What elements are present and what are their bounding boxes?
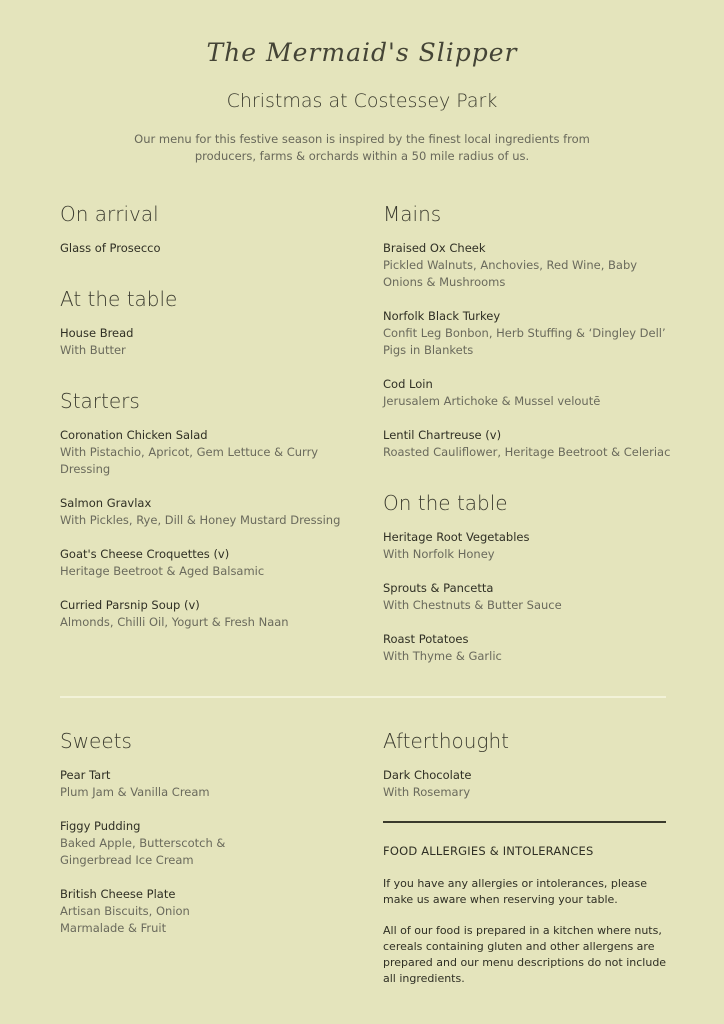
item-description: Heritage Beetroot & Aged Balsamic — [60, 564, 265, 578]
item-name: Sprouts & Pancetta — [383, 581, 494, 595]
item-description: Artisan Biscuits, Onion Marmalade & Fruit — [60, 904, 190, 935]
menu-item — [383, 427, 673, 461]
item-name: Curried Parsnip Soup (v) — [60, 598, 200, 612]
item-description: Jerusalem Artichoke & Mussel veloutē — [383, 394, 601, 408]
item-name: Salmon Gravlax — [60, 496, 152, 510]
section-heading: Starters — [60, 389, 140, 413]
menu-item — [383, 529, 673, 563]
item-description: Roasted Cauliflower, Heritage Beetroot & Celeriac — [383, 445, 671, 459]
section-heading: Afterthought — [383, 729, 509, 753]
item-name: Norfolk Black Turkey — [383, 309, 501, 323]
section-heading: On the table — [383, 491, 508, 515]
allergen-disclaimer: All of our food is prepared in a kitchen where nuts, cereals containing gluten and other allergens are prepared and our menu descriptions do not include all ingredients. — [383, 924, 667, 985]
allergy-rule — [383, 821, 666, 823]
item-description: With Pistachio, Apricot, Gem Lettuce & Curry Dressing — [60, 445, 319, 476]
section-sweets — [60, 729, 230, 937]
item-name: Cod Loin — [383, 377, 433, 391]
menu-item — [383, 308, 673, 359]
menu-item — [60, 886, 230, 937]
item-name: Coronation Chicken Salad — [60, 428, 208, 442]
item-name: Figgy Pudding — [60, 819, 141, 833]
item-description: Baked Apple, Butterscotch & Gingerbread Ice Cream — [60, 836, 226, 867]
item-name: British Cheese Plate — [60, 887, 176, 901]
item-name: Pear Tart — [60, 768, 111, 782]
section-afterthought — [383, 729, 673, 801]
item-name: Glass of Prosecco — [60, 241, 161, 255]
menu-item — [60, 325, 360, 359]
item-name: Heritage Root Vegetables — [383, 530, 530, 544]
item-description: Pickled Walnuts, Anchovies, Red Wine, Baby Onions & Mushrooms — [383, 258, 638, 289]
section-on-arrival — [60, 202, 360, 257]
menu-item — [383, 240, 673, 291]
item-name: House Bread — [60, 326, 134, 340]
item-name: Lentil Chartreuse (v) — [383, 428, 502, 442]
allergy-notice: If you have any allergies or intolerances, please make us aware when reserving your table. — [383, 877, 647, 906]
menu-item — [60, 818, 230, 869]
item-description: With Chestnuts & Butter Sauce — [383, 598, 562, 612]
menu-item — [60, 240, 360, 257]
item-description: Almonds, Chilli Oil, Yogurt & Fresh Naan — [60, 615, 289, 629]
menu-item — [60, 597, 360, 631]
item-description: With Thyme & Garlic — [383, 649, 502, 663]
menu-item — [383, 376, 673, 410]
item-name: Goat's Cheese Croquettes (v) — [60, 547, 230, 561]
menu-item — [383, 767, 673, 801]
section-heading: At the table — [60, 287, 178, 311]
item-description: Confit Leg Bonbon, Herb Stuffing & ‘Dingley Dell’ Pigs in Blankets — [383, 326, 666, 357]
section-at-the-table — [60, 287, 360, 359]
item-description: With Rosemary — [383, 785, 471, 799]
item-description: With Pickles, Rye, Dill & Honey Mustard Dressing — [60, 513, 341, 527]
section-starters — [60, 389, 360, 631]
item-name: Roast Potatoes — [383, 632, 469, 646]
menu-title: Christmas at Costessey Park — [226, 90, 498, 112]
section-heading: Sweets — [60, 729, 132, 753]
menu-item — [383, 631, 673, 665]
menu-intro: Our menu for this festive season is inspired by the finest local ingredients from producers, farms & orchards within a 50 mile radius of us. — [134, 132, 590, 163]
brand-logo: The Mermaid's Slipper — [206, 38, 518, 67]
menu-item — [60, 546, 360, 580]
menu-item — [60, 767, 230, 801]
section-heading: Mains — [383, 202, 442, 226]
menu-item — [383, 580, 673, 614]
item-description: Plum Jam & Vanilla Cream — [60, 785, 210, 799]
menu-item — [60, 495, 360, 529]
menu-item — [60, 427, 360, 478]
section-heading: On arrival — [60, 202, 159, 226]
section-on-the-table — [383, 491, 673, 665]
section-mains — [383, 202, 673, 461]
section-divider — [60, 696, 666, 698]
item-description: With Norfolk Honey — [383, 547, 495, 561]
item-description: With Butter — [60, 343, 126, 357]
item-name: Dark Chocolate — [383, 768, 472, 782]
item-name: Braised Ox Cheek — [383, 241, 486, 255]
allergy-heading: FOOD ALLERGIES & INTOLERANCES — [383, 844, 594, 858]
